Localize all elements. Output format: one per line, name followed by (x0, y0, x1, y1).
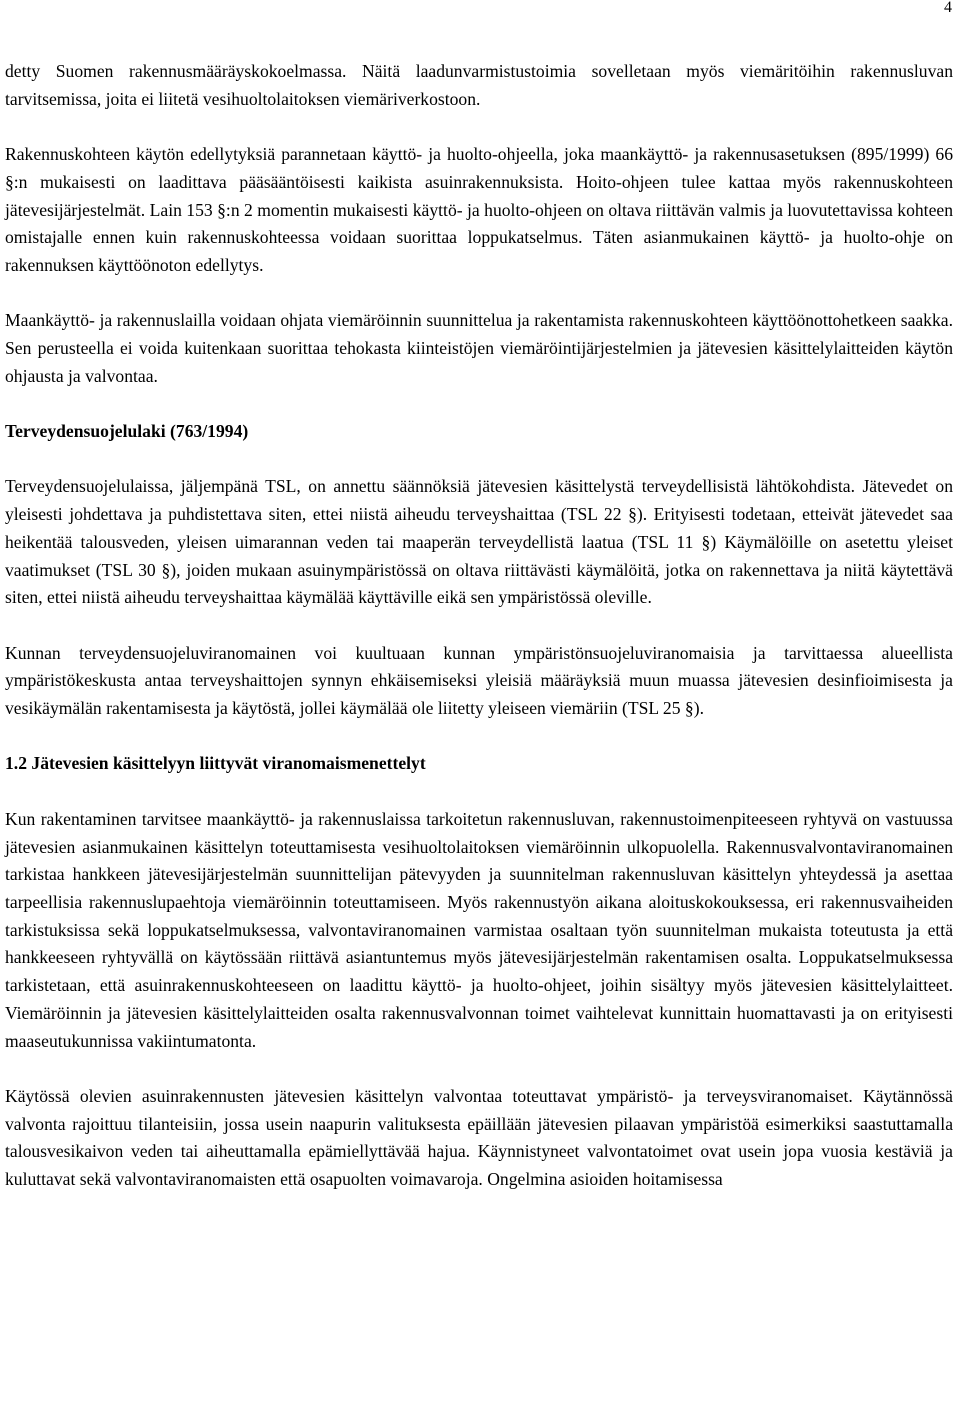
section-heading-viranomaismenettelyt: 1.2 Jätevesien käsittelyyn liittyvät viranomaismenettelyt (5, 753, 426, 774)
document-body (5, 58, 953, 1221)
paragraph-valvonta: Käytössä olevien asuinrakennusten jätevesien käsittelyn valvontaa toteuttavat ympäristö- ja terveysviranomaiset. Käytännössä valvonta rajoittuu tilanteisiin, jossa usein naapurin valituksesta epäillään jätevesien pilaavan ympäristöä esimerkiksi saastuttamalla talousvesikaivon veden tai aiheuttamalla epämiellyttävää hajua. Käynnistyneet valvontatoimet ovat usein jopa vuosia kestäviä ja kuluttavat sekä valvontaviranomaisten että osapuolten voimavaroja. Ongelmina asioiden hoitamisessa (5, 1085, 953, 1189)
paragraph-continuation: detty Suomen rakennusmääräyskokoelmassa. Näitä laadunvarmistustoimia sovelletaan myös viemäritöihin rakennusluvan tarvitsemissa, joita ei liitetä vesihuoltolaitoksen viemäriverkostoon. (5, 61, 953, 109)
paragraph-rakennuslupa: Kun rakentaminen tarvitsee maankäyttö- ja rakennuslaissa tarkoitetun rakennusluvan, rakennustoimenpiteeseen ryhtyvä on vastuussa jätevesien asianmukainen käsittelyn toteuttamisesta vesihuoltolaitoksen viemäröinnin ulkopuolella. Rakennusvalvontaviranomainen tarkistaa hankkeen jätevesijärjestelmän suunnittelijan pätevyyden ja suunnitelman rakennusluvan käsittelyn yhteydessä ja asettaa tarpeellisia rakennuslupaehtoja viemäröinnin toteuttamiseen. Myös rakennustyön aikana aloituskokouksessa, eri rakennusvaiheiden tarkistuksissa sekä loppukatselmuksessa, valvontaviranomainen varmistaa osaltaan työn suunnitelman mukaista toteutusta ja että hankkeeseen ryhtyvällä on käytössään riittävä asiantuntemus myös jätevesijärjestelmän rakentamisen osalta. Loppukatselmuksessa tarkistetaan, että asuinrakennuskohteeseen on laadittu käyttö- ja huolto-ohjeet, joihin sisältyy myös jätevesien käsittelylaitteet. Viemäröinnin ja jätevesien käsittelylaitteiden osalta rakennusvalvonnan toimet vaihtelevat kunnittain huomattavasti ja on erityisesti maaseutukunnissa vakiintumatonta. (5, 808, 953, 1051)
paragraph-terveydensuojeluviranomainen: Kunnan terveydensuojeluviranomainen voi kuultuaan kunnan ympäristönsuojeluviranomaisia ja tarvittaessa alueellista ympäristökeskusta antaa terveyshaittojen synnyn ehkäisemiseksi yleisiä määräyksiä muun muassa jätevesien desinfioimisesta ja vesikäymälän rakentamisesta ja käytöstä, jollei käymälää ole liitetty yleiseen viemäriin (TSL 25 §). (5, 642, 953, 719)
paragraph-maankayttolaki: Maankäyttö- ja rakennuslailla voidaan ohjata viemäröinnin suunnittelua ja rakentamista rakennuskohteen käyttöönottohetkeen saakka. Sen perusteella ei voida kuitenkaan suorittaa tehokasta kiinteistöjen viemäröintijärjestelmien ja jätevesien käsittelylaitteiden käytön ohjausta ja valvontaa. (5, 310, 953, 386)
paragraph-tsl: Terveydensuojelulaissa, jäljempänä TSL, on annettu säännöksiä jätevesien käsittelystä terveydellisistä lähtökohdista. Jätevedet on yleisesti johdettava ja puhdistettava siten, ettei niistä aiheudu terveyshaittaa (TSL 22 §). Erityisesti todetaan, etteivät jätevedet saa heikentää talousveden, yleisen uimarannan veden tai maaperän terveydellistä laatua (TSL 11 §) Käymälöille on asetettu yleiset vaatimukset (TSL 30 §), joiden mukaan asuinympäristössä on oltava riittävästi käymälöitä, jotka on rakennettava ja niitä käytettävä siten, ettei niistä aiheudu terveyshaittaa käymälää käyttäville eikä sen ympäristössä oleville. (5, 476, 953, 608)
paragraph-kayttoohje: Rakennuskohteen käytön edellytyksiä parannetaan käyttö- ja huolto-ohjeella, joka maankäyttö- ja rakennusasetuksen (895/1999) 66 §:n mukaisesti on laadittava pääsääntöisesti kaikista asuinrakennuksista. Hoito-ohjeen tulee kattaa myös rakennuskohteen jätevesijärjestelmät. Lain 153 §:n 2 momentin mukaisesti käyttö- ja huolto-ohjeen on oltava riittävän valmis ja luovutettavissa kohteen omistajalle ennen kuin rakennuskohteessa voidaan suorittaa loppukatselmus. Täten asianmukainen käyttö- ja huolto-ohje on rakennuksen käyttöönoton edellytys. (5, 144, 953, 275)
page-number: 4 (944, 0, 952, 16)
section-heading-terveydensuojelulaki: Terveydensuojelulaki (763/1994) (5, 421, 249, 442)
